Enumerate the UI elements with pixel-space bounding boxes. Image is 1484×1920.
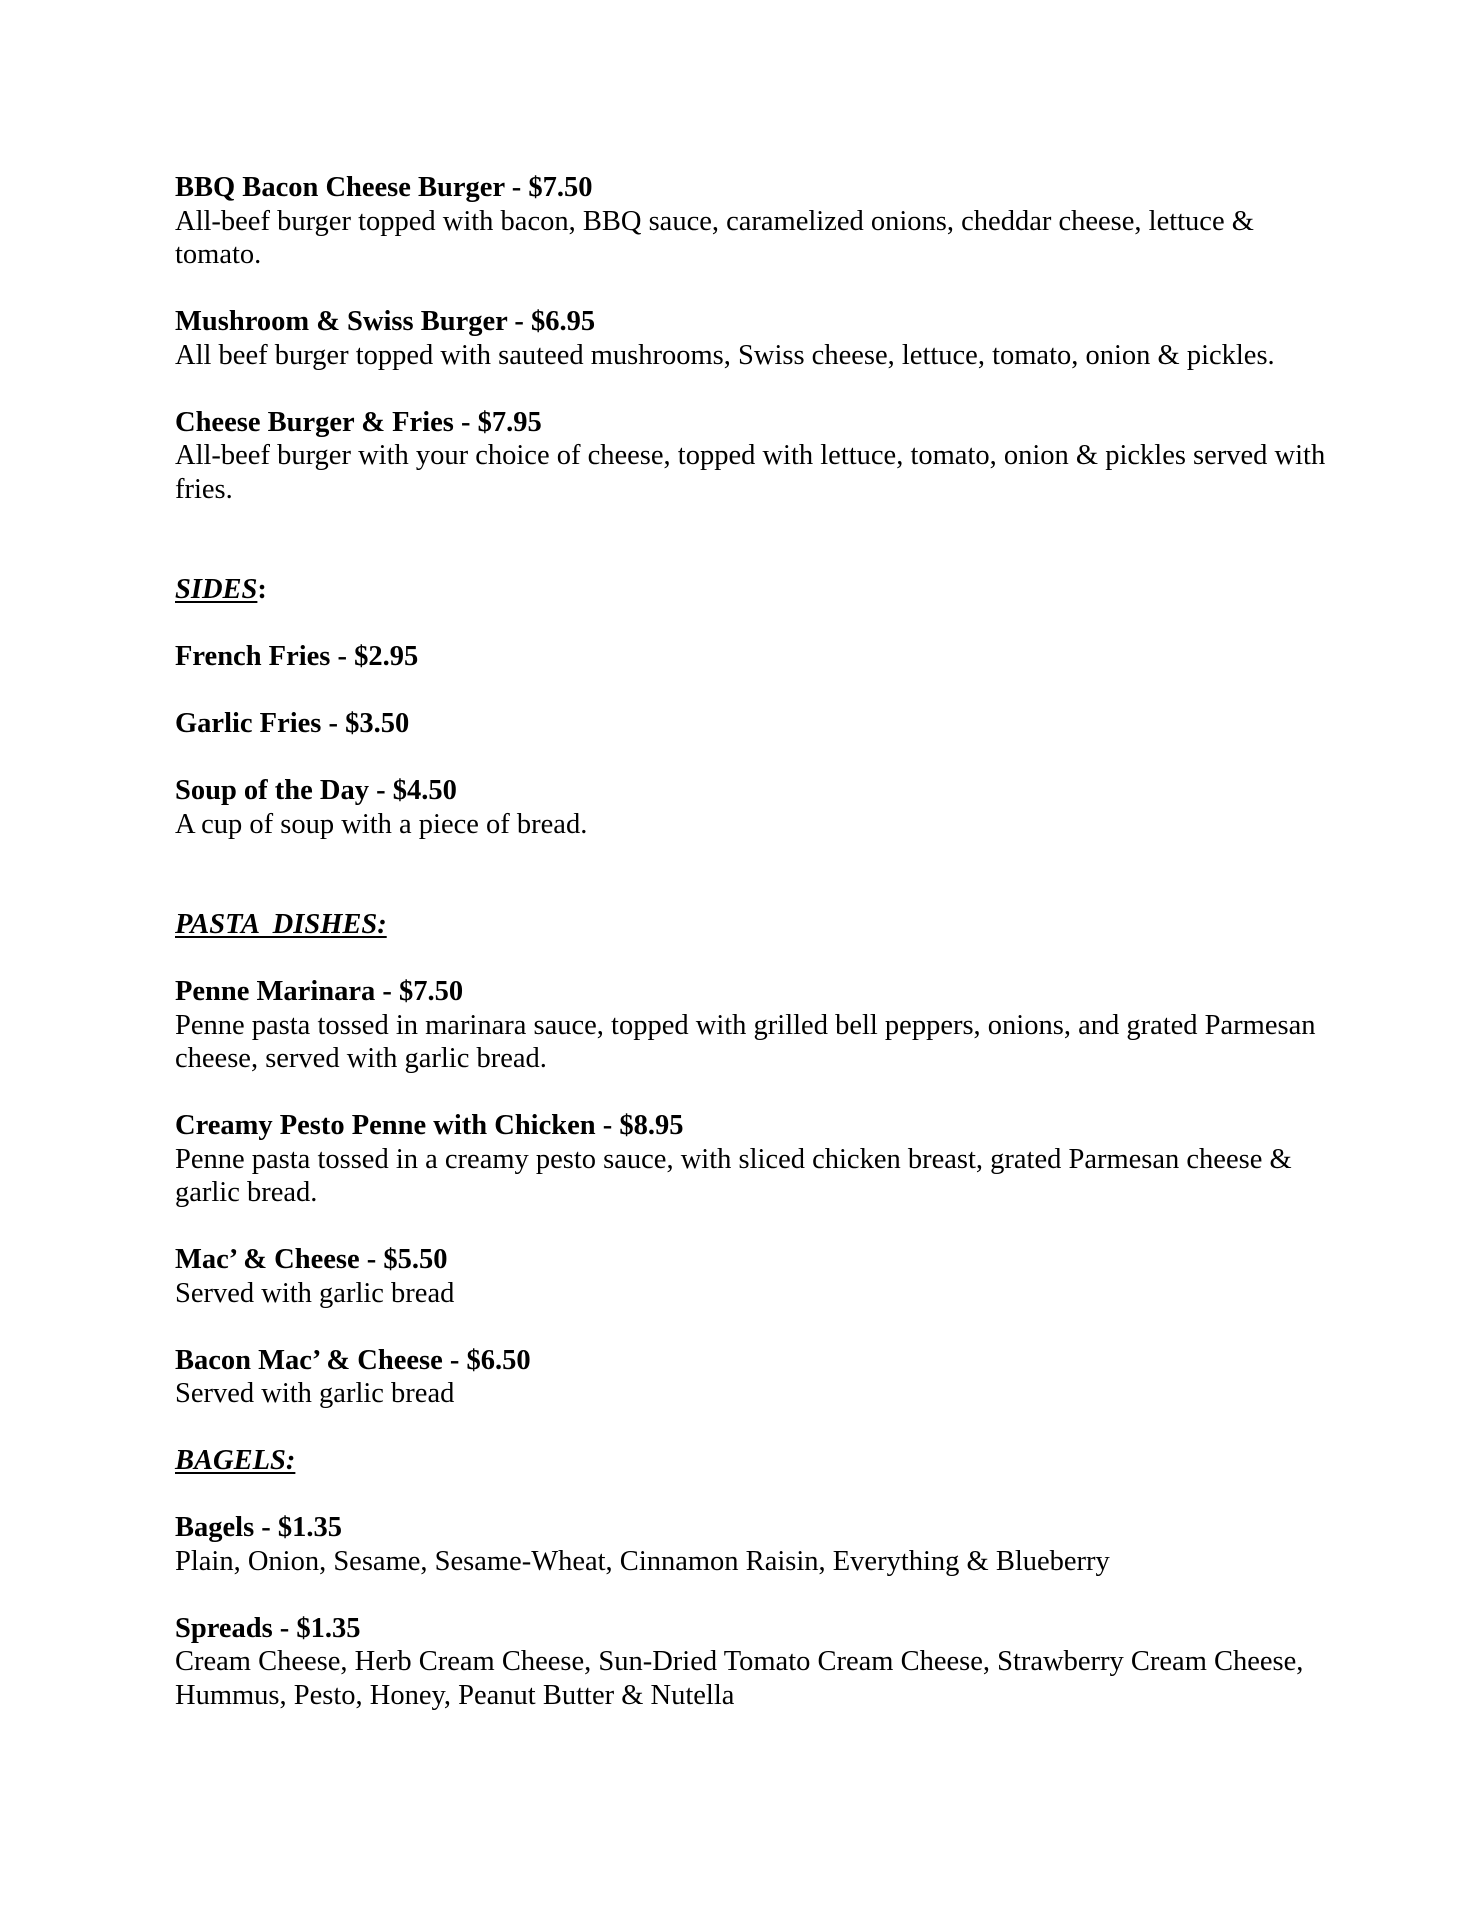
menu-item-french-fries [175,640,1345,674]
menu-item-cheese-burger-fries [175,406,1345,507]
item-description: Cream Cheese, Herb Cream Cheese, Sun-Dried Tomato Cream Cheese, Strawberry Cream Cheese, Hummus, Pesto, Honey, Peanut Butter & Nutella [175,1646,1304,1711]
item-title: Garlic Fries - $3.50 [175,708,410,739]
item-title: French Fries - $2.95 [175,641,419,672]
menu-item-bagels [175,1511,1345,1578]
section-spacer [175,875,1345,909]
item-description: All beef burger topped with sauteed mushrooms, Swiss cheese, lettuce, tomato, onion & pickles. [175,339,1275,371]
section-heading-text: BAGELS: [175,1445,296,1476]
menu-item-soup-of-the-day [175,774,1345,841]
item-description: Served with garlic bread [175,1277,455,1309]
item-title: Penne Marinara - $7.50 [175,976,464,1007]
menu-page [175,171,1345,1746]
menu-item-penne-marinara [175,975,1345,1076]
section-heading-colon: : [257,574,267,605]
item-description: Penne pasta tossed in a creamy pesto sauce, with sliced chicken breast, grated Parmesan cheese & garlic bread. [175,1143,1292,1208]
menu-item-bacon-mac-cheese [175,1344,1345,1411]
item-title: Mac’ & Cheese - $5.50 [175,1244,448,1275]
item-description: All-beef burger topped with bacon, BBQ sauce, caramelized onions, cheddar cheese, lettuce & tomato. [175,205,1254,270]
item-description: Served with garlic bread [175,1378,455,1409]
section-spacer [175,540,1345,574]
item-title: Soup of the Day - $4.50 [175,775,457,806]
menu-item-garlic-fries [175,707,1345,741]
item-title: Bacon Mac’ & Cheese - $6.50 [175,1344,531,1376]
menu-item-mac-cheese [175,1243,1345,1310]
menu-item-bbq-bacon-cheese-burger [175,171,1345,272]
section-heading-bagels [175,1444,1345,1478]
item-title: Spreads - $1.35 [175,1612,361,1644]
item-title: Mushroom & Swiss Burger - $6.95 [175,306,596,337]
item-description: Plain, Onion, Sesame, Sesame-Wheat, Cinnamon Raisin, Everything & Blueberry [175,1545,1110,1577]
menu-item-mushroom-swiss-burger [175,305,1345,372]
menu-item-spreads [175,1612,1345,1713]
item-description: A cup of soup with a piece of bread. [175,808,588,840]
item-title: Creamy Pesto Penne with Chicken - $8.95 [175,1110,684,1141]
section-heading-text: PASTA DISHES: [175,909,387,940]
item-title: Cheese Burger & Fries - $7.95 [175,406,542,438]
section-heading-sides [175,573,1345,607]
item-title: Bagels - $1.35 [175,1512,343,1543]
item-title: BBQ Bacon Cheese Burger - $7.50 [175,172,593,203]
item-description: Penne pasta tossed in marinara sauce, topped with grilled bell peppers, onions, and grated Parmesan cheese, served with garlic bread. [175,1009,1316,1074]
section-heading-text: SIDES [175,574,258,605]
section-heading-pasta-dishes [175,908,1345,942]
item-description: All-beef burger with your choice of cheese, topped with lettuce, tomato, onion & pickles served with fries. [175,440,1326,505]
menu-item-creamy-pesto-penne [175,1109,1345,1210]
